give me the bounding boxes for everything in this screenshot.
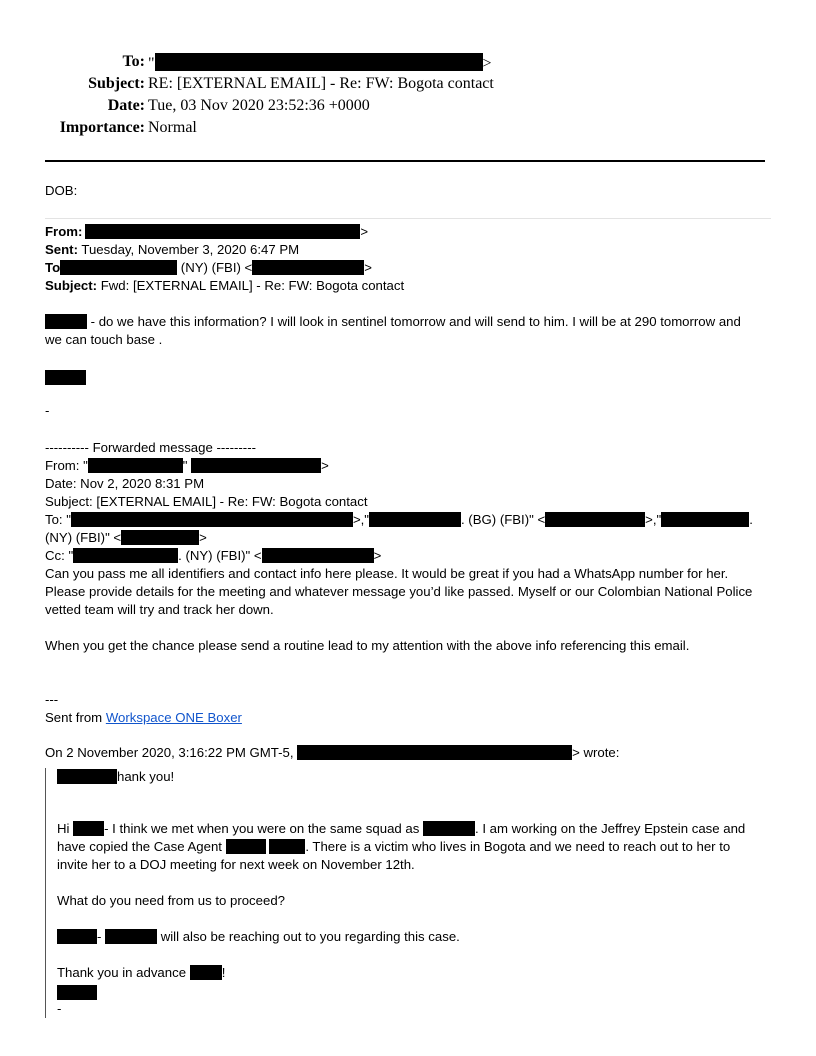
header-subject-value: RE: [EXTERNAL EMAIL] - Re: FW: Bogota contact <box>148 75 494 92</box>
sent-from: Sent from Workspace ONE Boxer <box>45 710 242 725</box>
redaction <box>262 548 374 563</box>
redaction <box>297 745 572 760</box>
quoted-question: What do you need from us to proceed? <box>57 893 285 908</box>
redaction <box>423 821 475 836</box>
redaction <box>45 314 87 329</box>
redaction <box>73 821 104 836</box>
fwd2-subject: Subject: [EXTERNAL EMAIL] - Re: FW: Bogota contact <box>45 494 368 509</box>
quoted-end-dash: - <box>57 1001 62 1016</box>
fwd1-from: From: > <box>45 224 369 239</box>
header-date-label: Date: <box>107 97 145 114</box>
quote-bar <box>45 768 46 1018</box>
fwd2-body-line4: When you get the chance please send a routine lead to my attention with the above info referencing this email. <box>45 638 690 653</box>
fwd2-to-cont: (NY) (FBI)" < > <box>45 530 207 545</box>
header-to-label: To: <box>122 53 145 70</box>
fwd1-body-line2: we can touch base . <box>45 332 163 347</box>
redaction <box>71 512 353 527</box>
redaction <box>121 530 199 545</box>
quoted-para1-line2: have copied the Case Agent . There is a victim who lives in Bogota and we need to reach out to her to <box>57 839 731 854</box>
quoted-para1-line3: invite her to a DOJ meeting for next week on November 12th. <box>57 857 415 872</box>
workspace-one-boxer-link[interactable]: Workspace ONE Boxer <box>105 710 242 725</box>
header-divider <box>45 160 765 162</box>
section-divider <box>45 218 771 219</box>
header-to-value: " > <box>148 55 492 72</box>
quoted-signature-redaction <box>57 984 97 1002</box>
fwd1-dash: - <box>45 403 50 418</box>
forwarded-divider: ---------- Forwarded message --------- <box>45 440 256 455</box>
redaction <box>73 548 178 563</box>
redaction <box>369 512 461 527</box>
fwd1-body-line1: - do we have this information? I will look in sentinel tomorrow and will send to him. I will be at 290 tomorrow and <box>45 313 741 331</box>
fwd2-cc: Cc: " . (NY) (FBI)" < > <box>45 548 382 563</box>
redaction <box>60 260 177 275</box>
fwd2-to: To: " >," . (BG) (FBI)" < >," . <box>45 512 753 527</box>
fwd1-subject: Subject: Fwd: [EXTERNAL EMAIL] - Re: FW: Bogota contact <box>45 278 405 293</box>
quoted-reaching-out: - will also be reaching out to you regarding this case. <box>57 928 460 946</box>
fwd1-to: To (NY) (FBI) < > <box>45 260 372 275</box>
redaction <box>88 458 183 473</box>
redaction <box>85 224 360 239</box>
fwd2-body-line3: vetted team will try and track her down. <box>45 602 274 617</box>
redaction <box>226 839 266 854</box>
quoted-thank-advance: Thank you in advance ! <box>57 965 226 980</box>
redaction <box>661 512 749 527</box>
fwd2-body-line1: Can you pass me all identifiers and contact info here please. It would be great if you had a WhatsApp number for her. <box>45 566 729 581</box>
header-subject-label: Subject: <box>88 75 145 92</box>
on-wrote-line: On 2 November 2020, 3:16:22 PM GMT-5, > wrote: <box>45 745 620 760</box>
redaction <box>57 929 97 944</box>
quoted-thanks: hank you! <box>57 768 174 786</box>
redaction <box>191 458 321 473</box>
quoted-para1-line1: Hi - I think we met when you were on the same squad as . I am working on the Jeffrey Epstein case and <box>57 821 746 836</box>
fwd2-date: Date: Nov 2, 2020 8:31 PM <box>45 476 205 491</box>
redaction <box>252 260 364 275</box>
signature-redaction <box>45 369 86 387</box>
fwd2-from: From: " " > <box>45 458 329 473</box>
sig-dashes: --- <box>45 692 59 707</box>
header-date-value: Tue, 03 Nov 2020 23:52:36 +0000 <box>148 97 370 114</box>
redaction <box>155 53 483 71</box>
fwd1-sent: Sent: Tuesday, November 3, 2020 6:47 PM <box>45 242 300 257</box>
redaction <box>57 769 117 784</box>
header-importance-value: Normal <box>148 119 197 136</box>
redaction <box>545 512 645 527</box>
fwd2-body-line2: Please provide details for the meeting and whatever message you’d like passed. Myself or our Colombian National Police <box>45 584 753 599</box>
dob-label: DOB: <box>45 183 78 198</box>
redaction <box>105 929 157 944</box>
redaction <box>190 965 222 980</box>
redaction <box>269 839 305 854</box>
header-importance-label: Importance: <box>59 119 145 136</box>
